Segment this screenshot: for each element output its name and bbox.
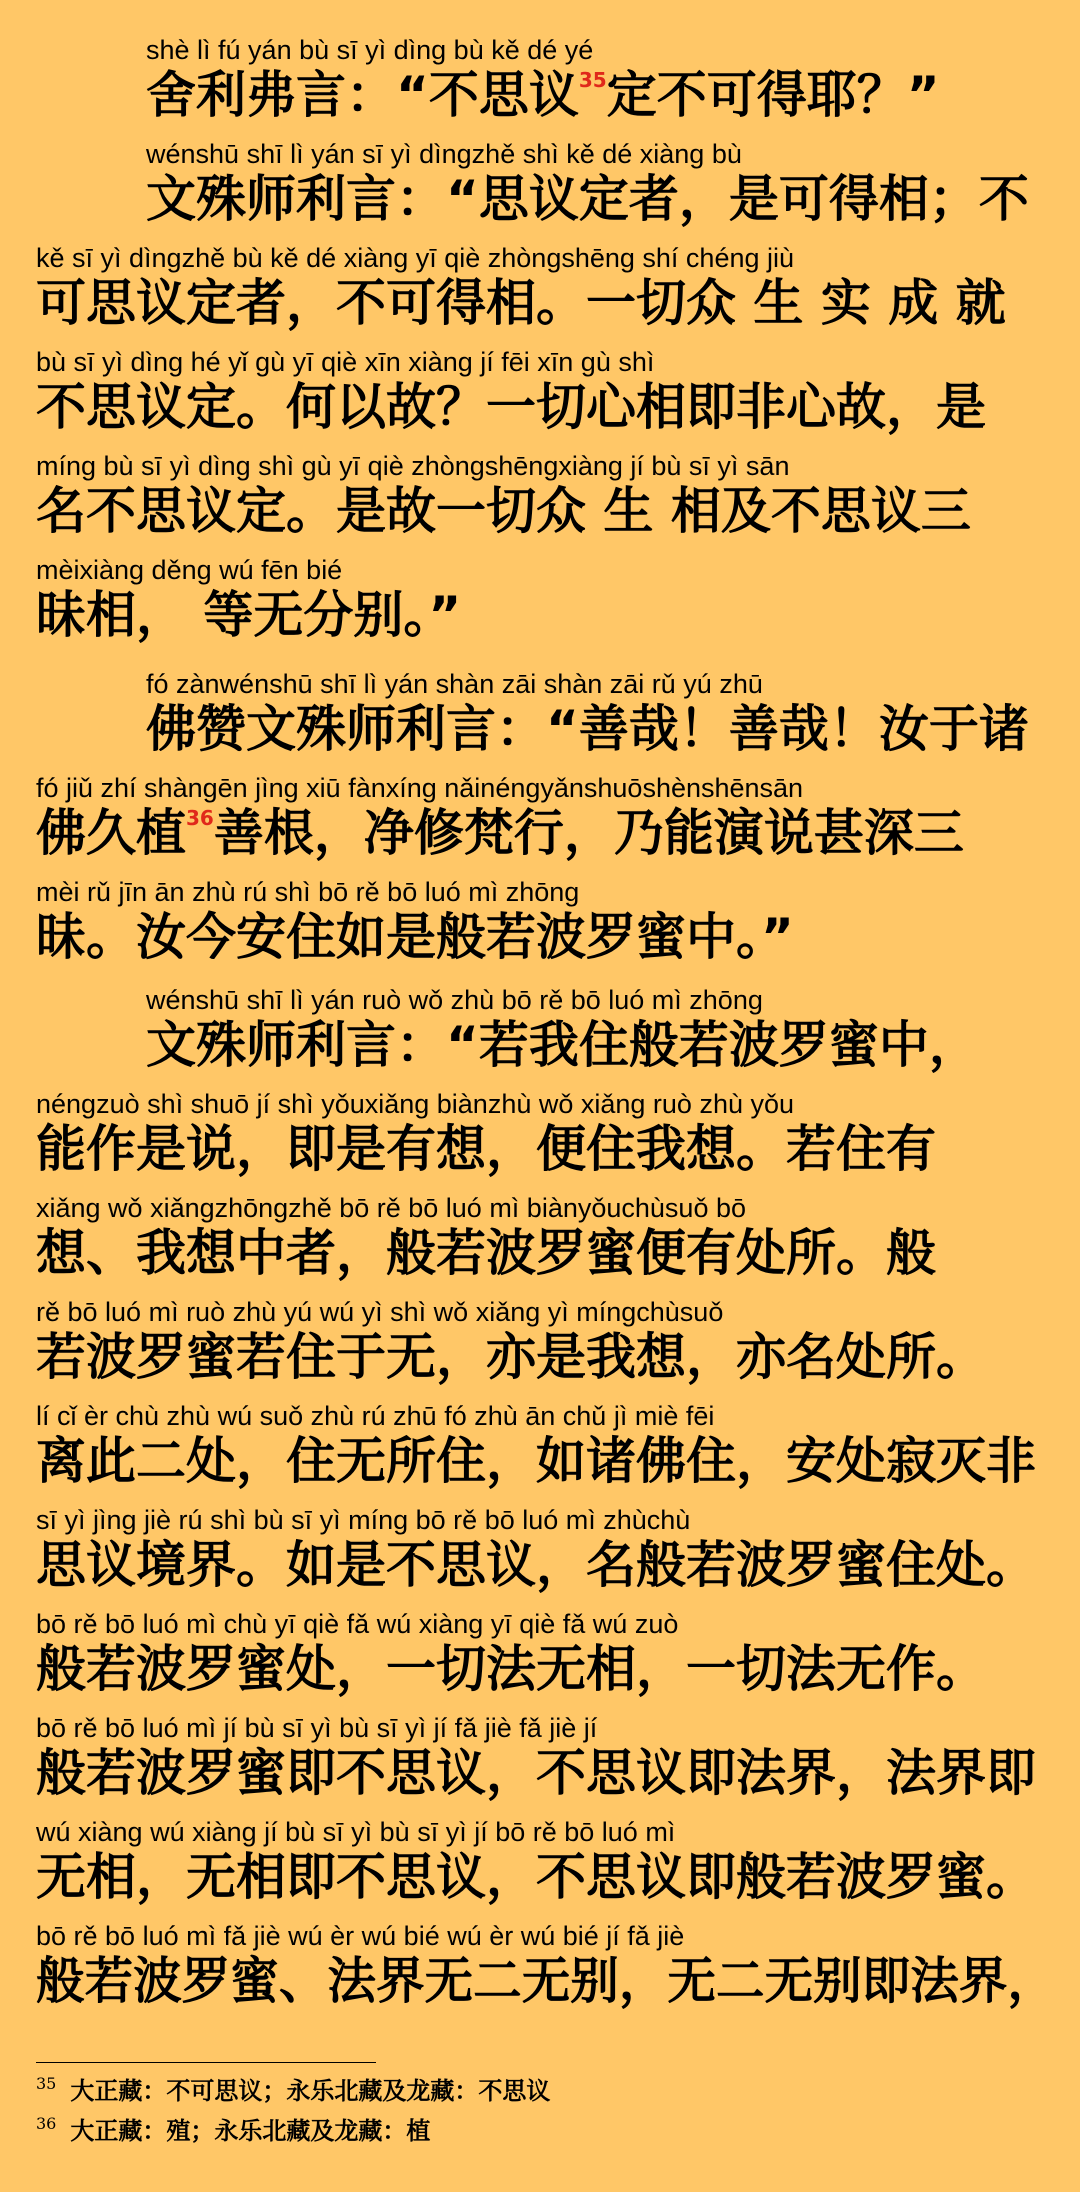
pinyin-line: fó jiǔ zhí shàngēn jìng xiū fànxíng nǎinéngyǎnshuōshènshēnsān xyxy=(36,773,804,803)
hanzi-line: 无相，无相即不思议，不思议即般若波罗蜜。 xyxy=(36,1848,1036,1906)
hanzi-line: 佛赞文殊师利言：“善哉！善哉！汝于诸 xyxy=(146,700,1029,758)
verse-line xyxy=(0,134,1080,238)
footnote-text: 大正藏：不可思议；永乐北藏及龙藏：不思议 xyxy=(70,2076,551,2105)
pinyin-line: xiǎng wǒ xiǎngzhōngzhě bō rě bō luó mì biànyǒuchùsuǒ bō xyxy=(36,1193,746,1223)
hanzi-line: 想、我想中者，般若波罗蜜便有处所。般 xyxy=(36,1224,936,1282)
pinyin-line: mèixiàng děng wú fēn bié xyxy=(36,555,343,585)
verse-line xyxy=(0,1188,1080,1292)
verse-line xyxy=(0,664,1080,768)
hanzi-line: 若波罗蜜若住于无，亦是我想，亦名处所。 xyxy=(36,1328,986,1386)
pinyin-line: sī yì jìng jiè rú shì bù sī yì míng bō rě bō luó mì zhùchù xyxy=(36,1505,691,1535)
footnote-marker-36[interactable]: 36 xyxy=(186,806,214,830)
verse-line xyxy=(0,1916,1080,2020)
hanzi-line: 文殊师利言：“思议定者，是可得相；不 xyxy=(146,170,1029,228)
verse-line xyxy=(0,446,1080,550)
pinyin-line: néngzuò shì shuō jí shì yǒuxiǎng biànzhù wǒ xiǎng ruò zhù yǒu xyxy=(36,1089,795,1119)
hanzi-line: 般若波罗蜜即不思议，不思议即法界，法界即 xyxy=(36,1744,1036,1802)
footnote-text: 大正藏：殖；永乐北藏及龙藏：植 xyxy=(70,2116,431,2145)
verse-line xyxy=(0,1084,1080,1188)
hanzi-line: 舍利弗言：“不思议$^{35}$定不可得耶？” xyxy=(146,66,940,124)
pinyin-line: míng bù sī yì dìng shì gù yī qiè zhòngshēngxiàng jí bù sī yì sān xyxy=(36,451,790,481)
hanzi-line: 可思议定者，不可得相。一切众 生 实 成 就 xyxy=(36,274,1006,332)
pinyin-line: kě sī yì dìngzhě bù kě dé xiàng yī qiè zhòngshēng shí chéng jiù xyxy=(36,243,795,273)
footnote-number: 36 xyxy=(36,2114,57,2133)
verse-line xyxy=(0,768,1080,872)
hanzi-line: 佛久植$^{36}$善根，净修梵行，乃能演说甚深三 xyxy=(36,804,964,862)
verse-line xyxy=(0,1604,1080,1708)
pinyin-line: bō rě bō luó mì chù yī qiè fǎ wú xiàng yī qiè fǎ wú zuò xyxy=(36,1609,679,1639)
pinyin-line: wú xiàng wú xiàng jí bù sī yì bù sī yì jí bō rě bō luó mì xyxy=(36,1817,676,1847)
hanzi-line: 昧。汝今安住如是般若波罗蜜中。” xyxy=(36,908,794,966)
verse-line xyxy=(0,980,1080,1084)
hanzi-line: 名不思议定。是故一切众 生 相及不思议三 xyxy=(36,482,971,540)
verse-line xyxy=(0,550,1080,654)
footnote xyxy=(36,2074,550,2108)
hanzi-line: 能作是说，即是有想，便住我想。若住有 xyxy=(36,1120,936,1178)
footnote-number: 35 xyxy=(36,2074,57,2093)
pinyin-line: bù sī yì dìng hé yǐ gù yī qiè xīn xiàng jí fēi xīn gù shì xyxy=(36,347,655,377)
verse-line xyxy=(0,30,1080,134)
pinyin-line: mèi rǔ jīn ān zhù rú shì bō rě bō luó mì zhōng xyxy=(36,877,580,907)
pinyin-line: wénshū shī lì yán ruò wǒ zhù bō rě bō luó mì zhōng xyxy=(146,985,763,1015)
verse-line xyxy=(0,1292,1080,1396)
verse-line xyxy=(0,1396,1080,1500)
pinyin-line: bō rě bō luó mì fǎ jiè wú èr wú bié wú èr wú bié jí fǎ jiè xyxy=(36,1921,685,1951)
pinyin-line: rě bō luó mì ruò zhù yú wú yì shì wǒ xiǎng yì míngchùsuǒ xyxy=(36,1297,724,1327)
hanzi-line: 般若波罗蜜、法界无二无别，无二无别即法界， xyxy=(36,1952,1056,2010)
pinyin-line: lí cǐ èr chù zhù wú suǒ zhù rú zhū fó zhù ān chǔ jì miè fēi xyxy=(36,1401,715,1431)
hanzi-line: 思议境界。如是不思议，名般若波罗蜜住处。 xyxy=(36,1536,1036,1594)
hanzi-line: 昧相， 等无分别。” xyxy=(36,586,462,644)
footnote-marker-35[interactable]: 35 xyxy=(578,68,607,92)
hanzi-line: 离此二处，住无所住，如诸佛住，安处寂灭非 xyxy=(36,1432,1036,1490)
verse-line xyxy=(0,1500,1080,1604)
hanzi-line: 不思议定。何以故？一切心相即非心故，是 xyxy=(36,378,986,436)
pinyin-line: fó zànwénshū shī lì yán shàn zāi shàn zāi rǔ yú zhū xyxy=(146,669,763,699)
pinyin-line: wénshū shī lì yán sī yì dìngzhě shì kě dé xiàng bù xyxy=(146,139,742,169)
verse-line xyxy=(0,238,1080,342)
pinyin-line: shè lì fú yán bù sī yì dìng bù kě dé yé xyxy=(146,35,594,65)
hanzi-line: 文殊师利言：“若我住般若波罗蜜中， xyxy=(146,1016,979,1074)
verse-line xyxy=(0,1812,1080,1916)
verse-line xyxy=(0,342,1080,446)
pinyin-line: bō rě bō luó mì jí bù sī yì bù sī yì jí fǎ jiè fǎ jiè jí xyxy=(36,1713,598,1743)
hanzi-line: 般若波罗蜜处，一切法无相，一切法无作。 xyxy=(36,1640,986,1698)
verse-line xyxy=(0,872,1080,976)
footnote-divider xyxy=(36,2062,376,2063)
footnote xyxy=(36,2114,430,2148)
verse-line xyxy=(0,1708,1080,1812)
